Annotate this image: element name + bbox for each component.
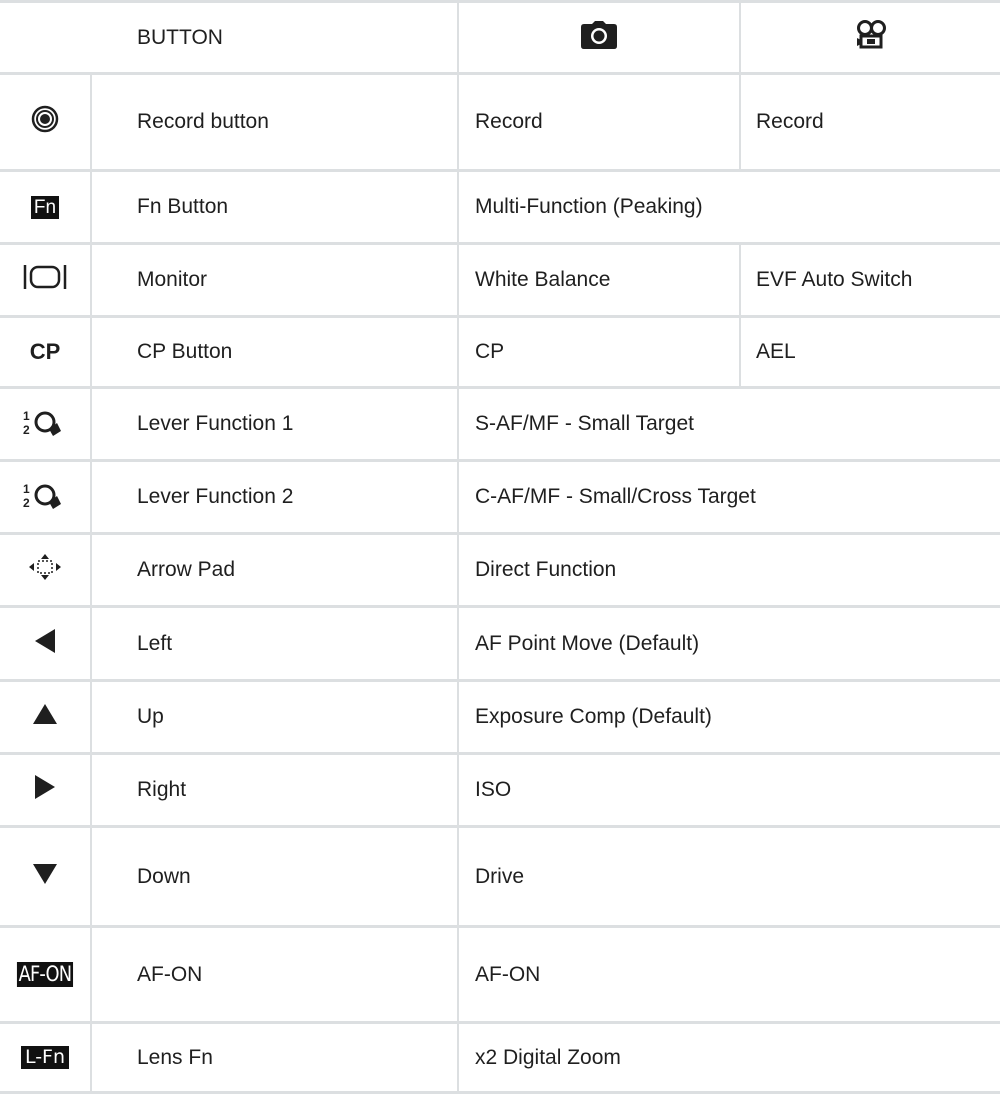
function-both-modes: Exposure Comp (Default): [475, 705, 712, 728]
button-name: Left: [137, 631, 173, 655]
camera-icon: [581, 21, 617, 55]
table-row: [0, 462, 1000, 535]
photo-function: Record: [475, 110, 543, 133]
column-header-photo: [459, 3, 738, 72]
right-arrow-icon: [33, 773, 57, 807]
row-icon-cell: [0, 318, 90, 386]
table-row: [0, 172, 1000, 245]
button-name: Down: [137, 864, 191, 888]
button-name: Fn Button: [137, 195, 229, 218]
function-both-modes: AF-ON: [475, 962, 541, 986]
table-row: [0, 608, 1000, 682]
left-arrow-icon: [33, 627, 57, 661]
arrow-pad-icon: [27, 552, 63, 588]
row-icon-cell: [0, 928, 90, 1021]
function-both-modes: Drive: [475, 864, 525, 888]
column-header-movie: [741, 3, 1000, 72]
row-icon-cell: [0, 608, 90, 679]
button-name: AF-ON: [137, 962, 203, 986]
button-name: Monitor: [137, 268, 208, 291]
row-icon-cell: [0, 1024, 90, 1091]
button-name: Up: [137, 705, 164, 728]
column-header-button: BUTTON: [137, 25, 223, 49]
row-icon-cell: [0, 245, 90, 315]
function-both-modes: C-AF/MF - Small/Cross Target: [475, 485, 756, 508]
row-icon-cell: [0, 828, 90, 925]
button-name: Lens Fn: [137, 1045, 213, 1069]
photo-function: White Balance: [475, 268, 611, 291]
photo-function: CP: [475, 340, 505, 363]
button-name: CP Button: [137, 340, 233, 363]
row-icon-cell: [0, 682, 90, 752]
table-header-row: [0, 0, 1000, 75]
function-both-modes: Multi-Function (Peaking): [475, 195, 703, 218]
af-on-badge-icon: AF-ON: [18, 962, 72, 986]
row-icon-cell: [0, 535, 90, 605]
lever-function-icon: 1 2: [23, 482, 67, 512]
table-row: [0, 755, 1000, 828]
table-row: [0, 245, 1000, 318]
movie-function: Record: [756, 110, 824, 133]
function-both-modes: AF Point Move (Default): [475, 631, 700, 655]
row-icon-cell: [0, 172, 90, 242]
button-name: Record button: [137, 110, 269, 133]
up-arrow-icon: [31, 702, 59, 732]
table-row: [0, 535, 1000, 608]
fn-badge-icon: Fn: [31, 196, 59, 219]
row-icon-cell: [0, 462, 90, 532]
table-row: [0, 318, 1000, 389]
row-icon-cell: [0, 75, 90, 169]
table-row: [0, 682, 1000, 755]
table-row: [0, 828, 1000, 928]
table-row: [0, 75, 1000, 172]
button-name: Lever Function 2: [137, 485, 294, 508]
l-fn-badge-icon: L-Fn: [21, 1046, 69, 1069]
function-both-modes: Direct Function: [475, 558, 617, 581]
table-row: [0, 928, 1000, 1024]
down-arrow-icon: [31, 862, 59, 892]
cp-icon: CP: [29, 339, 61, 364]
button-name: Right: [137, 778, 187, 801]
movie-camera-icon: [855, 20, 887, 56]
function-both-modes: x2 Digital Zoom: [475, 1045, 621, 1069]
table-row: [0, 1024, 1000, 1094]
movie-function: AEL: [756, 340, 796, 363]
row-icon-cell: [0, 389, 90, 459]
button-name: Arrow Pad: [137, 558, 236, 581]
lever-function-icon: 1 2: [23, 409, 67, 439]
button-name: Lever Function 1: [137, 412, 294, 435]
record-button-icon: [31, 105, 59, 139]
monitor-icon: [23, 263, 67, 297]
movie-function: EVF Auto Switch: [756, 268, 913, 291]
function-both-modes: S-AF/MF - Small Target: [475, 412, 694, 435]
row-icon-cell: [0, 755, 90, 825]
function-both-modes: ISO: [475, 778, 512, 801]
table-row: [0, 389, 1000, 462]
